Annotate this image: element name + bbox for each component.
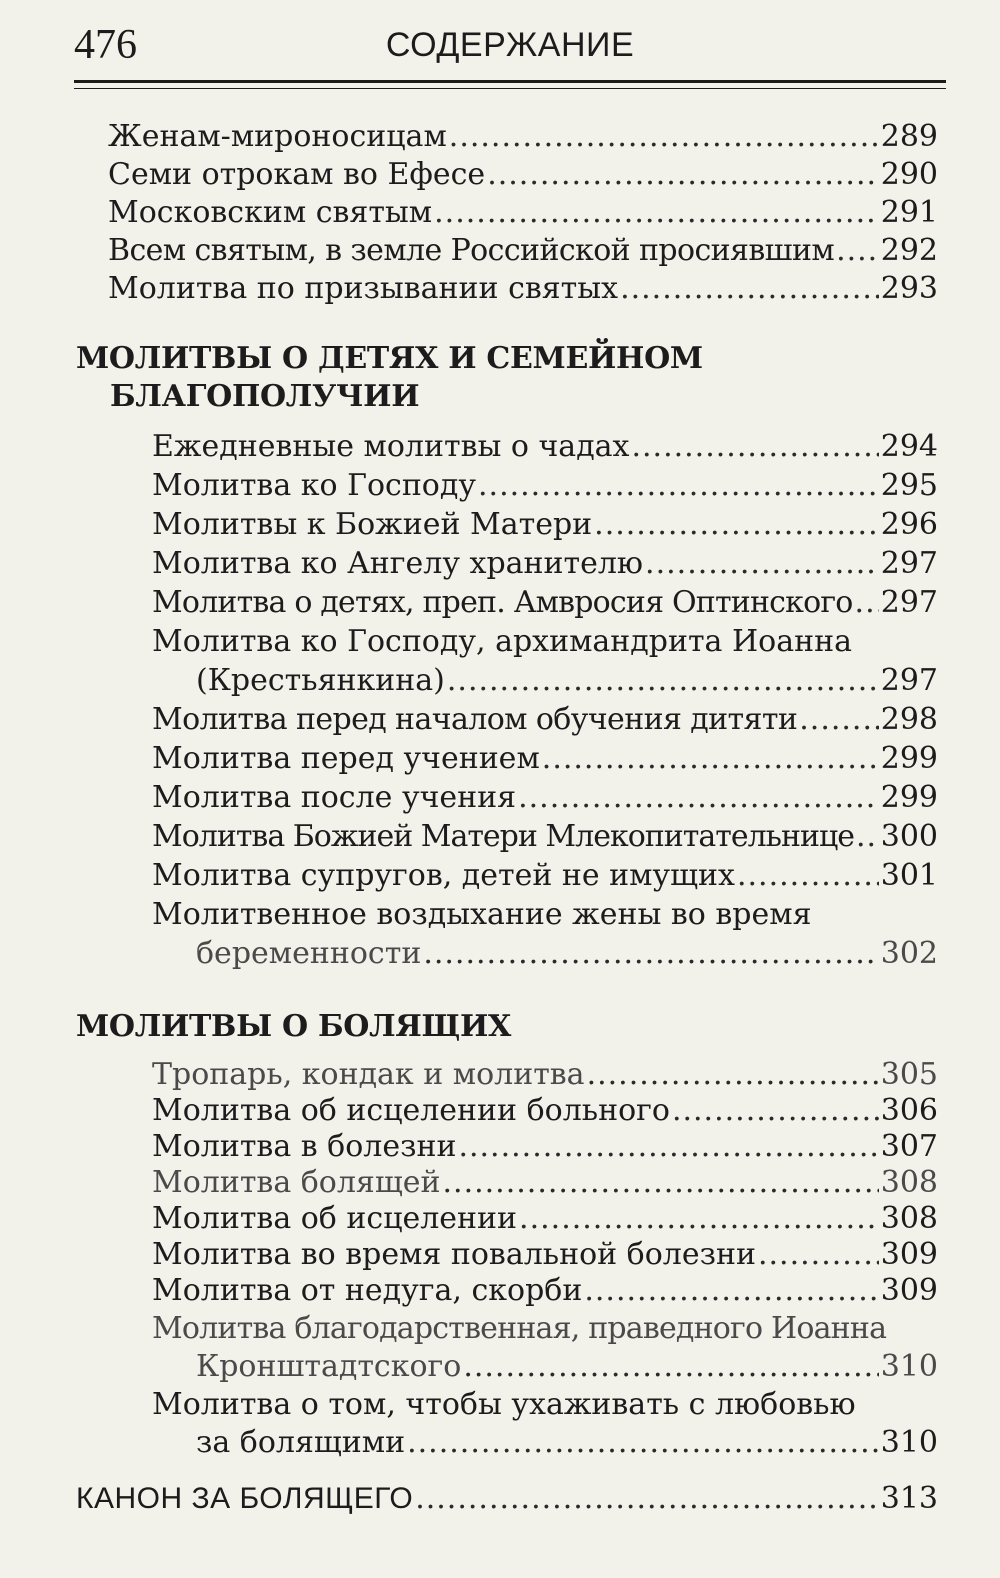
toc-entry-page: 294: [880, 429, 938, 464]
toc-entry[interactable]: [152, 1236, 938, 1274]
dot-leader: [407, 1424, 879, 1462]
toc-entry-page: 301: [880, 858, 938, 893]
dot-leader: [836, 232, 879, 270]
toc-entry-title-line2: за болящими: [196, 1425, 406, 1460]
toc-entry[interactable]: [152, 740, 938, 778]
dot-leader: [645, 545, 879, 583]
toc-entry[interactable]: [196, 1348, 938, 1386]
toc-entry-title-line2: беременности: [196, 936, 422, 971]
toc-entry-page: 289: [880, 119, 938, 154]
toc-entry[interactable]: [152, 467, 938, 505]
toc-entry[interactable]: [152, 545, 938, 583]
dot-leader: [799, 701, 878, 739]
page-header: [74, 20, 946, 70]
toc-entry-page: 307: [880, 1129, 938, 1164]
toc-entry-page: 310: [880, 1349, 938, 1384]
toc-entry-title: Молитва об исцелении: [152, 1201, 518, 1236]
toc-entry-title: Семи отрокам во Ефесе: [108, 157, 486, 192]
dot-leader: [518, 779, 879, 817]
toc-entry-title: Молитва ко Господу: [152, 468, 476, 503]
toc-entry-title: КАНОН ЗА БОЛЯЩЕГО: [76, 1482, 414, 1515]
toc-entry-title: Молитвы к Божией Матери: [152, 507, 593, 542]
toc-entry-title-line1: Молитва о том, чтобы ухаживать с любовью: [152, 1387, 856, 1422]
dot-leader: [478, 467, 879, 505]
toc-entry[interactable]: [108, 194, 938, 232]
toc-entry[interactable]: [108, 156, 938, 194]
dot-leader: [447, 662, 879, 700]
dot-leader: [856, 818, 879, 856]
toc-entry-page: 313: [880, 1481, 938, 1516]
toc-entry-page: 292: [880, 233, 938, 268]
toc-entry-title: Молитва Божией Матери Млекопитательнице: [152, 819, 855, 854]
section-heading: МОЛИТВЫ О ДЕТЯХ И СЕМЕЙНОМ: [76, 341, 703, 376]
dot-leader: [594, 506, 879, 544]
toc-entry-page: 299: [880, 780, 938, 815]
dot-leader: [737, 857, 879, 895]
dot-leader: [443, 1164, 879, 1202]
toc-entry-page: 298: [880, 702, 938, 737]
dot-leader: [449, 118, 879, 156]
toc-entry-title: Молитва ко Ангелу хранителю: [152, 546, 644, 581]
toc-entry-title: Молитва перед началом обучения дитяти: [152, 702, 798, 737]
toc-entry[interactable]: [108, 270, 938, 308]
toc-entry[interactable]: [152, 701, 938, 739]
toc-entry-title: Молитва болящей: [152, 1165, 441, 1200]
toc-entry-title: Молитва в болезни: [152, 1129, 457, 1164]
toc-entry-title: Женам-мироносицам: [108, 119, 447, 154]
section-heading: МОЛИТВЫ О БОЛЯЩИХ: [76, 1009, 512, 1044]
toc-entry[interactable]: [196, 935, 938, 973]
toc-entry[interactable]: [152, 1056, 938, 1094]
page-number: 476: [74, 22, 137, 68]
dot-leader: [458, 1128, 878, 1166]
dot-leader: [587, 1056, 879, 1094]
toc-entry-page: 297: [880, 663, 938, 698]
toc-entry-page: 296: [880, 507, 938, 542]
toc-entry-title: Молитва от недуга, скорби: [152, 1273, 583, 1308]
toc-entry[interactable]: [152, 506, 938, 544]
dot-leader: [631, 428, 878, 466]
toc-entry-page: 290: [880, 157, 938, 192]
dot-leader: [434, 194, 879, 232]
running-title: СОДЕРЖАНИЕ: [385, 26, 635, 64]
toc-entry-page: 302: [880, 936, 938, 971]
toc-entry-title: Молитва перед учением: [152, 741, 540, 776]
toc-entry[interactable]: [152, 818, 938, 856]
toc-entry[interactable]: [152, 1200, 938, 1238]
dot-leader: [672, 1092, 879, 1130]
dot-leader: [415, 1480, 879, 1518]
dot-leader: [487, 156, 879, 194]
toc-entry[interactable]: [152, 1092, 938, 1130]
toc-entry-title: Тропарь, кондак и молитва: [152, 1057, 585, 1092]
dot-leader: [423, 935, 878, 973]
toc-entry[interactable]: [152, 1272, 938, 1310]
dot-leader: [855, 584, 879, 622]
toc-entry[interactable]: [152, 584, 938, 622]
dot-leader: [463, 1348, 878, 1386]
toc-entry-page: 310: [880, 1425, 938, 1460]
toc-entry-title: Молитва о детях, преп. Амвросия Оптинского: [152, 585, 853, 620]
toc-entry[interactable]: [108, 118, 938, 156]
toc-entry-title-line2: Кронштадтского: [196, 1349, 462, 1384]
toc-entry-page: 297: [880, 585, 938, 620]
section-heading-continuation: БЛАГОПОЛУЧИИ: [110, 379, 420, 414]
toc-entry-canon[interactable]: [76, 1480, 938, 1518]
toc-entry[interactable]: [108, 232, 938, 270]
toc-entry-page: 291: [880, 195, 938, 230]
dot-leader: [620, 270, 879, 308]
toc-entry-title: Молитва во время повальной болезни: [152, 1237, 756, 1272]
toc-entry-title: Ежедневные молитвы о чадах: [152, 429, 630, 464]
toc-entry-page: 309: [880, 1237, 938, 1272]
toc-entry[interactable]: [152, 428, 938, 466]
toc-entry[interactable]: [196, 662, 938, 700]
toc-entry-title: Московским святым: [108, 195, 433, 230]
toc-entry-title: Молитва по призывании святых: [108, 271, 619, 306]
toc-entry[interactable]: [152, 1128, 938, 1166]
toc-entry-page: 300: [880, 819, 938, 854]
toc-entry[interactable]: [196, 1424, 938, 1462]
header-rule: [74, 80, 946, 89]
toc-entry-title: Молитва об исцелении больного: [152, 1093, 670, 1128]
toc-entry-page: 305: [880, 1057, 938, 1092]
toc-entry-page: 297: [880, 546, 938, 581]
toc-entry-page: 299: [880, 741, 938, 776]
dot-leader: [519, 1200, 879, 1238]
toc-entry[interactable]: [152, 1164, 938, 1202]
toc-entry[interactable]: [152, 857, 938, 895]
dot-leader: [542, 740, 879, 778]
toc-entry-title-line1: Молитва благодарственная, праведного Иоанна: [152, 1311, 887, 1346]
toc-entry-title-line1: Молитвенное воздыхание жены во время: [152, 897, 812, 932]
toc-entry-title: Всем святым, в земле Российской просиявшим: [108, 233, 835, 268]
toc-entry-title-line1: Молитва ко Господу, архимандрита Иоанна: [152, 624, 852, 659]
toc-entry-page: 306: [880, 1093, 938, 1128]
dot-leader: [758, 1236, 879, 1274]
toc-entry-page: 293: [880, 271, 938, 306]
toc-entry-page: 308: [880, 1201, 938, 1236]
toc-entry-page: 295: [880, 468, 938, 503]
toc-entry-page: 309: [880, 1273, 938, 1308]
toc-entry-title-line2: (Крестьянкина): [196, 663, 445, 698]
toc-entry-title: Молитва супругов, детей не имущих: [152, 858, 735, 893]
toc-entry-page: 308: [880, 1165, 938, 1200]
dot-leader: [584, 1272, 878, 1310]
toc-entry[interactable]: [152, 779, 938, 817]
toc-entry-title: Молитва после учения: [152, 780, 517, 815]
